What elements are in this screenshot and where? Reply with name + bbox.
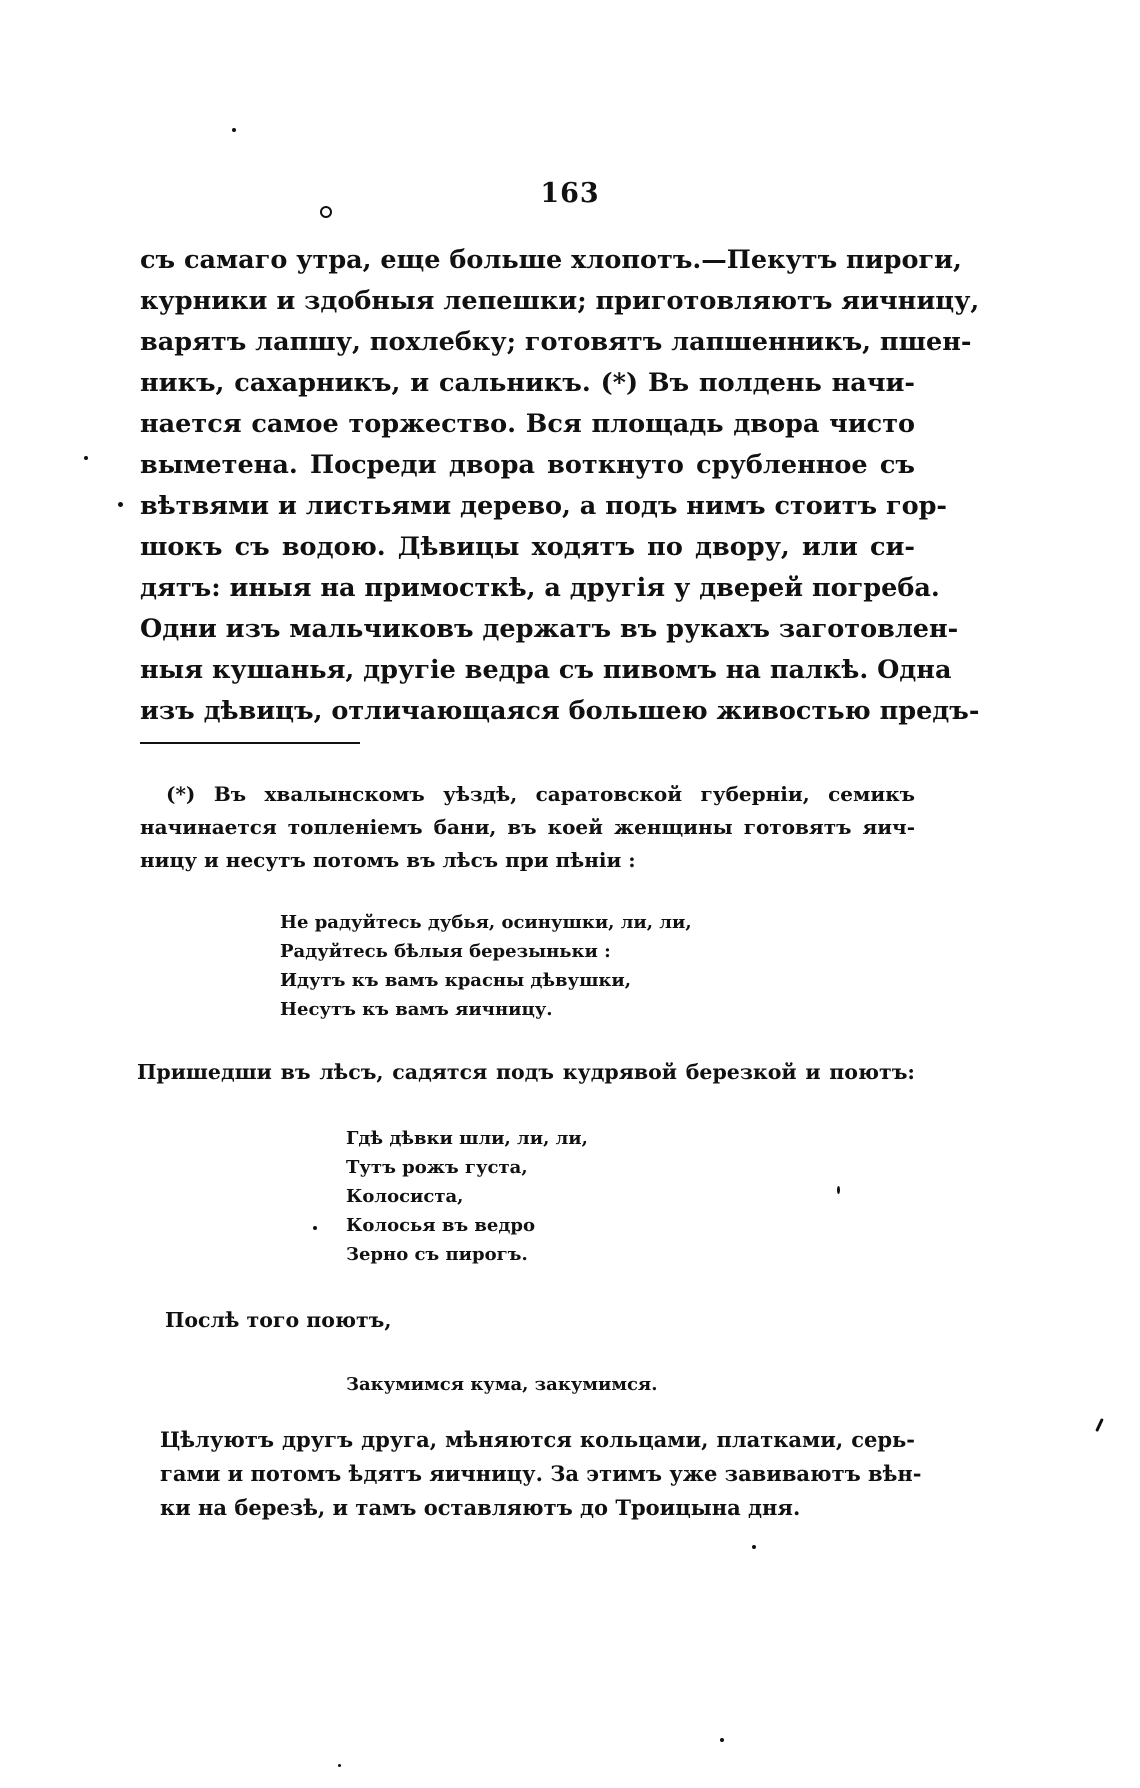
text-line: изъ дѣвицъ, отличающаяся большею живостью предъ- xyxy=(140,696,980,726)
verse-line: Колосиста, xyxy=(346,1186,464,1207)
footnote-line: начинается топленіемъ бани, въ коей женщины готовятъ яич- xyxy=(140,815,915,839)
footnote-line: Цѣлуютъ другъ друга, мѣняются кольцами, платками, серь- xyxy=(160,1427,915,1452)
verse-line: Зерно съ пирогъ. xyxy=(346,1244,528,1265)
verse-line: Радуйтесь бѣлыя березыньки : xyxy=(280,941,611,962)
scan-speck xyxy=(1095,1418,1104,1432)
text-line: никъ, сахарникъ, и сальникъ. (*) Въ полдень начи- xyxy=(140,368,915,398)
footnote-prose: Пришедши въ лѣсъ, садятся подъ кудрявой березкой и поютъ: xyxy=(137,1060,915,1084)
footnote-divider xyxy=(140,742,360,744)
scan-speck xyxy=(84,456,88,460)
scan-speck xyxy=(313,1226,317,1230)
verse-line: Не радуйтесь дубья, осинушки, ли, ли, xyxy=(280,912,692,933)
verse-line: Гдѣ дѣвки шли, ли, ли, xyxy=(346,1128,588,1149)
scan-speck xyxy=(720,1738,724,1742)
text-line: ныя кушанья, другіе ведра съ пивомъ на палкѣ. Одна xyxy=(140,655,952,685)
scan-speck xyxy=(118,502,123,507)
text-line: курники и здобныя лепешки; приготовляютъ яичницу, xyxy=(140,286,980,316)
text-line: дятъ: иныя на примосткѣ, а другія у дверей погреба. xyxy=(140,573,940,603)
footnote-line: (*) Въ хвалынскомъ уѣздѣ, саратовской губерніи, семикъ xyxy=(166,782,915,806)
verse-line: Идутъ къ вамъ красны дѣвушки, xyxy=(280,970,632,991)
page-number: 163 xyxy=(540,178,600,209)
footnote-prose: Послѣ того поютъ, xyxy=(165,1308,392,1332)
scan-speck xyxy=(232,128,236,132)
scan-speck xyxy=(338,1764,341,1767)
text-line: шокъ съ водою. Дѣвицы ходятъ по двору, или си- xyxy=(140,532,915,562)
footnote-final xyxy=(160,1423,922,1525)
text-line: нается самое торжество. Вся площадь двора чисто xyxy=(140,409,915,439)
text-line: вѣтвями и листьями дерево, а подъ нимъ стоитъ гор- xyxy=(140,491,948,521)
scan-speck xyxy=(752,1545,756,1549)
verse-block xyxy=(346,1370,657,1399)
footnote xyxy=(140,778,915,877)
footnote-line: ки на березѣ, и тамъ оставляютъ до Троицына дня. xyxy=(160,1495,801,1520)
footnote-line: ницу и несутъ потомъ въ лѣсъ при пѣніи : xyxy=(140,848,636,872)
verse-line: Тутъ рожъ густа, xyxy=(346,1157,528,1178)
main-text xyxy=(140,240,980,732)
verse-block xyxy=(280,908,692,1024)
scan-speck xyxy=(837,1186,840,1194)
scan-speck xyxy=(320,206,332,218)
text-line: варятъ лапшу, похлебку; готовятъ лапшенникъ, пшен- xyxy=(140,327,972,357)
verse-line: Несутъ къ вамъ яичницу. xyxy=(280,999,553,1020)
verse-line: Закумимся кума, закумимся. xyxy=(346,1374,658,1395)
verse-line: Колосья въ ведро xyxy=(346,1215,535,1236)
text-line: выметена. Посреди двора воткнуто срубленное съ xyxy=(140,450,915,480)
footnote-line: гами и потомъ ѣдятъ яичницу. За этимъ уже завиваютъ вѣн- xyxy=(160,1461,922,1486)
verse-block xyxy=(346,1124,588,1269)
text-line: Одни изъ мальчиковъ держатъ въ рукахъ заготовлен- xyxy=(140,614,959,644)
text-line: съ самаго утра, еще больше хлопотъ.—Пекутъ пироги, xyxy=(140,245,962,275)
